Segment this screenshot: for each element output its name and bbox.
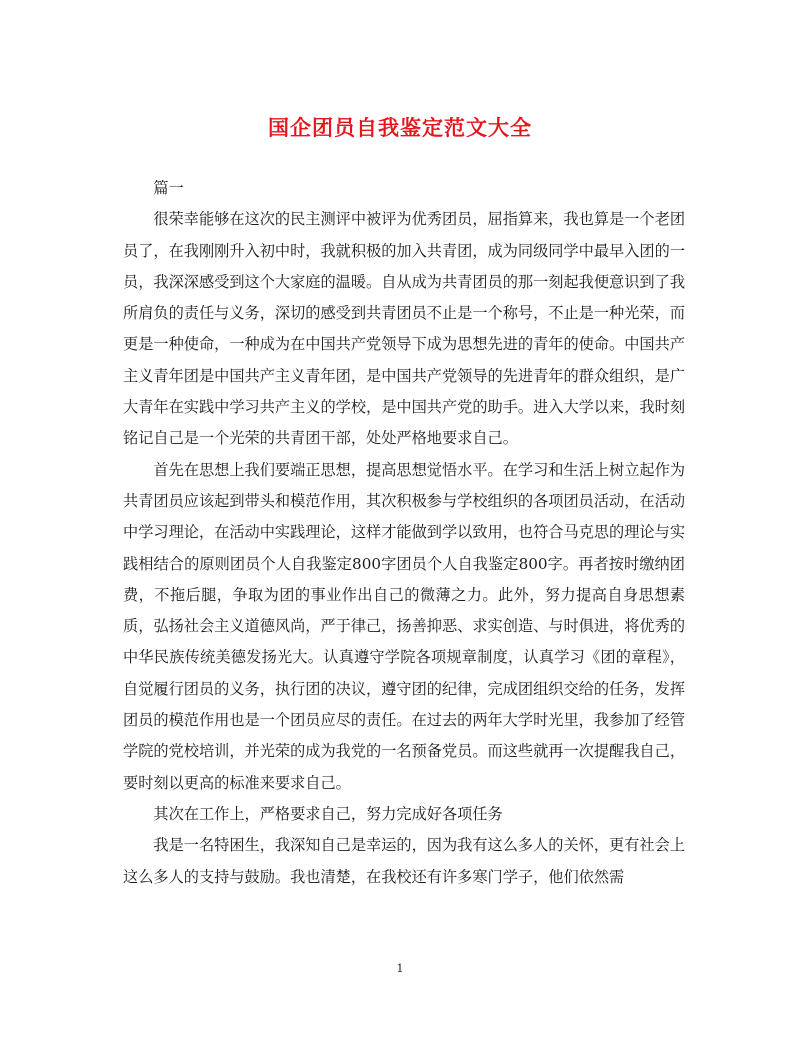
document-body — [123, 173, 685, 893]
page-number: 1 — [396, 962, 404, 975]
body-paragraph: 我是一名特困生，我深知自己是幸运的，因为我有这么多人的关怀，更有社会上这么多人的支持与鼓励。我也清楚，在我校还有许多寒门学子，他们依然需 — [123, 836, 685, 886]
section-heading: 篇一 — [153, 179, 184, 197]
document-title: 国企团员自我鉴定范文大全 — [268, 115, 532, 140]
body-paragraph: 很荣幸能够在这次的民主测评中被评为优秀团员，屈指算来，我也算是一个老团员了，在我刚刚升入初中时，我就积极的加入共青团，成为同级同学中最早入团的一员，我深深感受到这个大家庭的温暖。自从成为共青团员的那一刻起我便意识到了我所肩负的责任与义务，深切的感受到共青团员不止是一个称号，不止是一种光荣，而更是一种使命，一种成为在中国共产党领导下成为思想先进的青年的使命。中国共产主义青年团是中国共产主义青年团，是中国共产党领导的先进青年的群众组织，是广大青年在实践中学习共产主义的学校，是中国共产党的助手。进入大学以来，我时刻铭记自己是一个光荣的共青团干部，处处严格地要求自己。 — [123, 210, 685, 448]
body-paragraph: 其次在工作上，严格要求自己，努力完成好各项任务 — [153, 804, 503, 823]
body-paragraph: 首先在思想上我们要端正思想，提高思想觉悟水平。在学习和生活上树立起作为共青团员应该起到带头和模范作用，其次积极参与学校组织的各项团员活动，在活动中学习理论，在活动中实践理论，这样才能做到学以致用，也符合马克思的理论与实践相结合的原则团员个人自我鉴定800字团员个人自我鉴定800字。再者按时缴纳团费，不拖后腿，争取为团的事业作出自己的微薄之力。此外，努力提高自身思想素质，弘扬社会主义道德风尚，严于律己，扬善抑恶、求实创造、与时俱进，将优秀的中华民族传统美德发扬光大。认真遵守学院各项规章制度，认真学习《团的章程》，自觉履行团员的义务，执行团的决议，遵守团的纪律，完成团组织交给的任务，发挥团员的模范作用也是一个团员应尽的责任。在过去的两年大学时光里，我参加了经管学院的党校培训，并光荣的成为我党的一名预备党员。而这些就再一次提醒我自己，要时刻以更高的标准来要求自己。 — [123, 460, 685, 792]
